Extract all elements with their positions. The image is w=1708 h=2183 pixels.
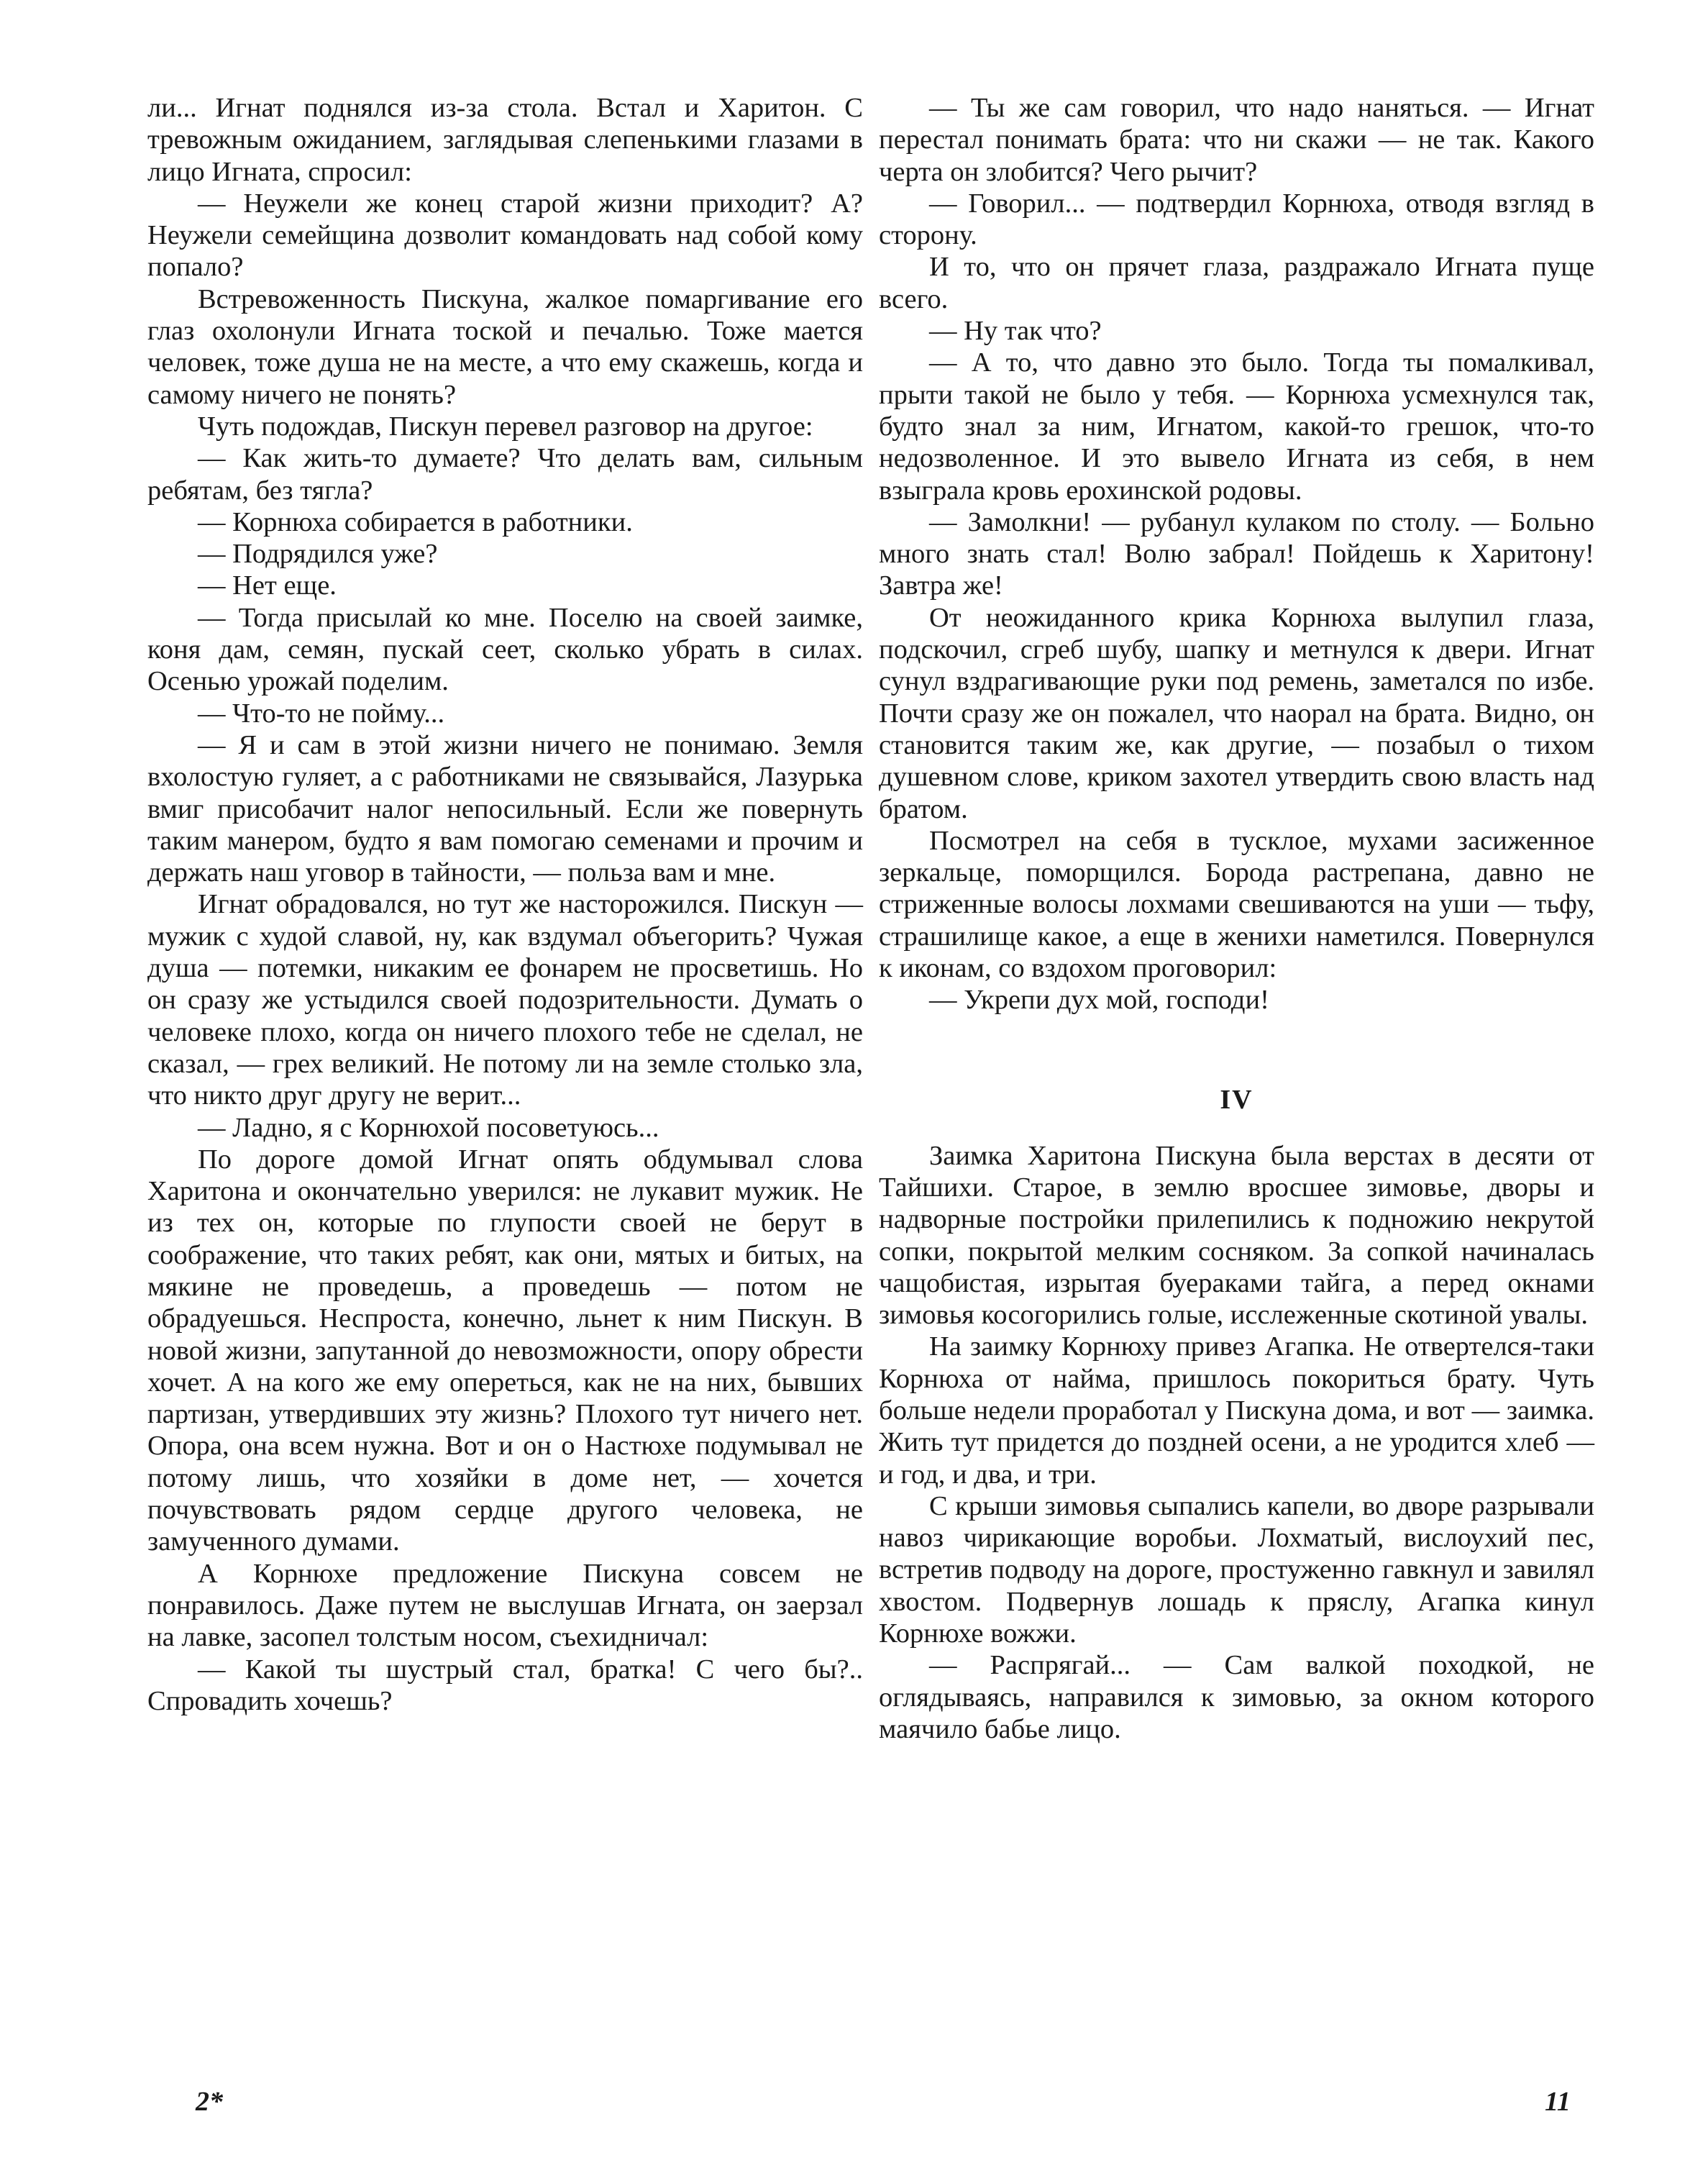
- paragraph: — Я и сам в этой жизни ничего не понимаю. Земля вхолостую гуляет, а с работниками не связывайся, Лазурька вмиг присобачит налог непосильный. Если же повернуть таким манером, будто я вам помогаю семенами и прочим и держать наш уговор в тайности, — польза вам и мне.: [147, 729, 863, 888]
- paragraph: — Говорил... — подтвердил Корнюха, отводя взгляд в сторону.: [879, 188, 1594, 251]
- page-number: 11: [1545, 2087, 1571, 2117]
- paragraph: Заимка Харитона Пискуна была верстах в десяти от Тайшихи. Старое, в землю вросшее зимовье, дворы и надворные постройки прилепились к подножию некрутой сопки, покрытой мелким сосняком. За сопкой начиналась чащобистая, изрытая буераками тайга, а перед окнами зимовья косогорились голые, исслеженные скотиной увалы.: [879, 1140, 1594, 1331]
- paragraph: Игнат обрадовался, но тут же насторожился. Пискун — мужик с худой славой, ну, как вздумал объегорить? Чужая душа — потемки, никаким ее фонарем не просветишь. Но он сразу же устыдился своей подозрительности. Думать о человеке плохо, когда он ничего плохого тебе не сделал, не сказал, — грех великий. Не потому ли на земле столько зла, что никто друг другу не верит...: [147, 889, 863, 1111]
- paragraph: И то, что он прячет глаза, раздражало Игната пуще всего.: [879, 252, 1594, 314]
- paragraph: На заимку Корнюху привез Агапка. Не отвертелся-таки Корнюха от найма, пришлось покориться брату. Чуть больше недели проработал у Пискуна дома, и вот — заимка. Жить тут придется до поздней осени, а не уродится хлеб — и год, и два, и три.: [879, 1331, 1594, 1490]
- paragraph: — Корнюха собирается в работники.: [198, 506, 633, 537]
- paragraph: — Замолкни! — рубанул кулаком по столу. — Больно много знать стал! Волю забрал! Пойдешь к Харитону! Завтра же!: [879, 506, 1594, 601]
- paragraph: С крыши зимовья сыпались капели, во дворе разрывали навоз чирикающие воробьи. Лохматый, вислоухий пес, встретив подводу на дороге, простуженно гавкнул и завилял хвостом. Подвернув лошадь к пряслу, Агапка кинул Корнюхе вожжи.: [879, 1490, 1594, 1649]
- paragraph: Встревоженность Пискуна, жалкое помаргивание его глаз охолонули Игната тоской и печалью. Тоже мается человек, тоже душа не на месте, а что ему скажешь, когда и самому ничего не понять?: [147, 283, 863, 410]
- paragraph: — Распрягай... — Сам валкой походкой, не оглядываясь, направился к зимовью, за окном которого маячило бабье лицо.: [879, 1650, 1594, 1744]
- signature-mark: 2*: [196, 2087, 223, 2117]
- paragraph: По дороге домой Игнат опять обдумывал слова Харитона и окончательно уверился: не лукавит мужик. Не из тех он, которые по глупости своей не берут в соображение, что таких ребят, как они, мятых и битых, на мякине не проведешь, а проведешь — потом не обрадуешься. Неспроста, конечно, льнет к ним Пискун. В новой жизни, запутанной до невозможности, опору обрести хочет. А на кого же ему опереться, как не на них, бывших партизан, утвердивших эту жизнь? Плохого тут ничего нет. Опора, она всем нужна. Вот и он о Настюхе подумывал не потому лишь, что хозяйки в доме нет, — хочется почувствовать рядом сердце другого человека, не замученного думами.: [147, 1144, 863, 1557]
- left-column: [147, 92, 863, 1717]
- paragraph: — Что-то не пойму...: [198, 698, 445, 729]
- paragraph: — А то, что давно это было. Тогда ты помалкивал, прыти такой не было у тебя. — Корнюха усмехнулся так, будто знал за ним, Игнатом, какой-то грешок, что-то недозволенное. И это вывело Игната из себя, в нем взыграла кровь ерохинской родовы.: [879, 347, 1594, 506]
- paragraph: — Ты же сам говорил, что надо наняться. — Игнат перестал понимать брата: что ни скажи — не так. Какого черта он злобится? Чего рычит?: [879, 93, 1594, 187]
- right-column: [879, 92, 1594, 1745]
- paragraph: — Какой ты шустрый стал, братка! С чего бы?.. Спровадить хочешь?: [147, 1654, 863, 1716]
- paragraph: От неожиданного крика Корнюха вылупил глаза, подскочил, сгреб шубу, шапку и метнулся к двери. Игнат сунул вздрагивающие руки под ремень, заметался по избе. Почти сразу же он пожалел, что наорал на брата. Видно, он становится таким же, как другие, — позабыл о тихом душевном слове, криком захотел утвердить свою власть над братом.: [879, 602, 1594, 824]
- paragraph: — Тогда присылай ко мне. Поселю на своей заимке, коня дам, семян, пускай сеет, сколько убрать в силах. Осенью урожай поделим.: [147, 602, 863, 697]
- paragraph: — Как жить-то думаете? Что делать вам, сильным ребятам, без тягла?: [147, 443, 863, 506]
- paragraph: ли... Игнат поднялся из-за стола. Встал и Харитон. С тревожным ожиданием, заглядывая слепенькими глазами в лицо Игната, спросил:: [147, 93, 863, 187]
- paragraph: — Ладно, я с Корнюхой посоветуюсь...: [198, 1112, 659, 1143]
- paragraph: — Ну так что?: [929, 316, 1102, 347]
- paragraph: А Корнюхе предложение Пискуна совсем не понравилось. Даже путем не выслушав Игната, он заерзал на лавке, засопел толстым носом, съехидничал:: [147, 1558, 863, 1653]
- paragraph: Чуть подождав, Пискун перевел разговор на другое:: [198, 411, 813, 442]
- paragraph: Посмотрел на себя в тусклое, мухами засиженное зеркальце, поморщился. Борода растрепана, давно не стриженные волосы лохмами свешиваются на уши — тьфу, страшилище какое, а еще в женихи наметился. Повернулся к иконам, со вздохом проговорил:: [879, 825, 1594, 984]
- paragraph: — Подрядился уже?: [198, 539, 438, 570]
- chapter-heading: IV: [1220, 1084, 1253, 1115]
- paragraph: — Укрепи дух мой, господи!: [929, 985, 1269, 1016]
- paragraph: — Неужели же конец старой жизни приходит? А? Неужели семейщина дозволит командовать над собой кому попало?: [147, 188, 863, 283]
- paragraph: — Нет еще.: [198, 570, 337, 601]
